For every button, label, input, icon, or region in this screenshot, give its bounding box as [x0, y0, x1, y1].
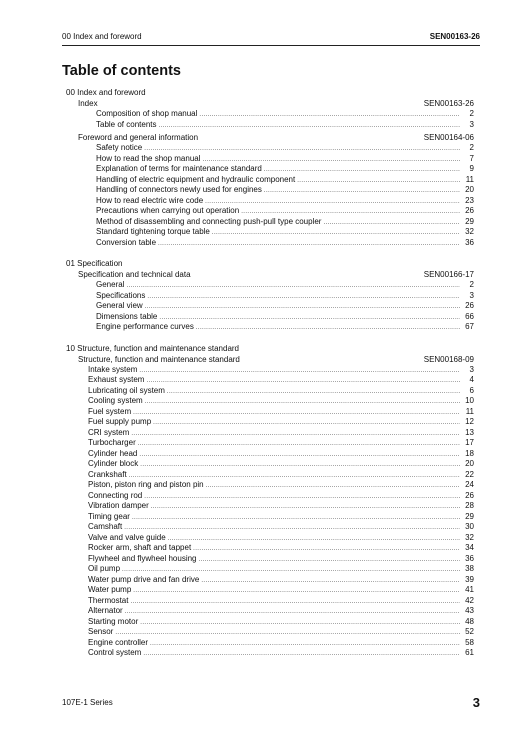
dot-leader	[153, 418, 460, 429]
dot-leader	[297, 176, 460, 187]
toc-entry-title: Composition of shop manual	[96, 109, 198, 118]
toc-entry-title: Cooling system	[88, 396, 143, 405]
toc-group-row	[78, 98, 474, 109]
toc-entry-page: 32	[465, 532, 474, 542]
toc-entry[interactable]	[66, 575, 474, 586]
toc-group-row	[78, 132, 474, 143]
toc-group-row	[78, 269, 474, 280]
toc-entry-title: How to read electric wire code	[96, 195, 204, 205]
toc-entry-title: Explanation of terms for maintenance standard	[96, 164, 262, 173]
toc-entry[interactable]	[66, 596, 474, 607]
page-number: 3	[472, 695, 480, 710]
toc-entry-page: 29	[465, 511, 474, 521]
page-header	[62, 31, 480, 46]
toc-entry-title: Crankshaft	[88, 469, 127, 479]
dot-leader	[205, 197, 460, 208]
toc-entry[interactable]	[66, 459, 474, 470]
toc-entry-page: 30	[465, 522, 474, 531]
toc-entry-page: 11	[465, 174, 474, 184]
toc-entry-page: 12	[465, 417, 474, 426]
dot-leader	[124, 523, 460, 534]
toc-entry-page: 39	[465, 574, 474, 584]
toc-entry-page: 26	[465, 206, 474, 215]
toc-entry-title: Engine performance curves	[96, 322, 194, 331]
toc-entry[interactable]	[66, 648, 474, 659]
toc-entry[interactable]	[66, 617, 474, 628]
dot-leader	[115, 628, 460, 639]
toc-section-title: 10 Structure, function and maintenance standard	[66, 343, 239, 353]
toc-entry[interactable]	[66, 280, 474, 291]
toc-entry-page: 3	[469, 119, 474, 129]
section-spacer	[66, 248, 474, 258]
toc-entry[interactable]	[66, 627, 474, 638]
toc-entry-page: 34	[465, 543, 474, 552]
header-document-code: SEN00163-26	[429, 32, 480, 41]
toc-entry-title: Piston, piston ring and piston pin	[88, 480, 204, 489]
dot-leader	[158, 121, 460, 132]
toc-entry-page: 26	[465, 301, 474, 310]
toc-entry[interactable]	[66, 501, 474, 512]
toc-entry[interactable]	[66, 438, 474, 449]
toc-entry-title: Connecting rod	[88, 490, 143, 500]
dot-leader	[147, 292, 460, 303]
toc-entry-title: Handling of connectors newly used for engines	[96, 185, 262, 194]
dot-leader	[151, 502, 460, 513]
toc-entry[interactable]	[66, 185, 474, 196]
dot-leader	[158, 239, 460, 250]
toc-entry[interactable]	[66, 175, 474, 186]
dot-leader	[159, 313, 460, 324]
dot-leader	[150, 639, 460, 650]
toc-group-code: SEN00164-06	[423, 133, 474, 142]
dot-leader	[140, 618, 460, 629]
toc-entry[interactable]	[66, 217, 474, 228]
dot-leader	[125, 607, 460, 618]
toc-entry-page: 2	[469, 143, 474, 152]
dot-leader	[323, 218, 460, 229]
toc-entry[interactable]	[66, 407, 474, 418]
toc-entry-page: 48	[465, 616, 474, 626]
toc-entry-title: Safety notice	[96, 143, 143, 152]
page-footer	[62, 695, 480, 711]
toc-entry-page: 66	[465, 311, 474, 321]
dot-leader	[143, 649, 460, 660]
toc-entry-page: 61	[465, 648, 474, 657]
dot-leader	[140, 460, 460, 471]
toc-entry-title: Turbocharger	[88, 438, 136, 447]
toc-entry-page: 36	[465, 237, 474, 247]
toc-entry-page: 11	[465, 406, 474, 416]
toc-entry-title: Standard tightening torque table	[96, 227, 210, 236]
section-spacer	[66, 333, 474, 343]
toc-entry-title: Precautions when carrying out operation	[96, 206, 240, 215]
dot-leader	[131, 429, 460, 440]
toc-entry-title: Sensor	[88, 627, 114, 636]
toc-entry[interactable]	[66, 109, 474, 120]
toc-entry-page: 38	[465, 564, 474, 573]
toc-entry-title: Timing gear	[88, 511, 130, 521]
toc-entry[interactable]	[66, 196, 474, 207]
toc-group-name: Index	[78, 99, 98, 108]
toc-entry[interactable]	[66, 291, 474, 302]
toc-entry-title: Conversion table	[96, 237, 157, 247]
dot-leader	[139, 450, 460, 461]
dot-leader	[130, 597, 460, 608]
toc-entry-page: 41	[465, 585, 474, 594]
toc-entry-title: Handling of electric equipment and hydraulic component	[96, 174, 296, 184]
toc-entry-title: CRI system	[88, 427, 130, 437]
toc-entry-page: 22	[465, 469, 474, 479]
toc-entry-page: 67	[465, 322, 474, 331]
toc-entry[interactable]	[66, 206, 474, 217]
dot-leader	[264, 186, 460, 197]
dot-leader	[206, 481, 460, 492]
toc-entry-page: 26	[465, 490, 474, 500]
toc-entry-title: Table of contents	[96, 119, 157, 129]
toc-entry-title: Specifications	[96, 290, 146, 300]
toc-entry[interactable]	[66, 154, 474, 165]
header-section-title: 00 Index and foreword	[62, 32, 142, 41]
toc-entry-page: 24	[465, 480, 474, 489]
dot-leader	[126, 281, 460, 292]
toc-entry[interactable]	[66, 301, 474, 312]
toc-entry[interactable]	[66, 449, 474, 460]
toc-entry-page: 3	[469, 290, 474, 300]
dot-leader	[133, 586, 460, 597]
toc-entry[interactable]	[66, 417, 474, 428]
dot-leader	[145, 302, 460, 313]
toc-entry-page: 23	[465, 195, 474, 205]
dot-leader	[139, 366, 460, 377]
toc-entry[interactable]	[66, 386, 474, 397]
toc-entry-title: Vibration damper	[88, 501, 149, 510]
toc-entry[interactable]	[66, 512, 474, 523]
toc-entry-page: 36	[465, 553, 474, 563]
dot-leader	[167, 387, 460, 398]
toc-entry-title: Starting motor	[88, 616, 139, 626]
toc-group-code: SEN00163-26	[423, 99, 474, 108]
toc-entry-page: 13	[465, 427, 474, 437]
toc-entry-title: Water pump drive and fan drive	[88, 574, 200, 584]
table-of-contents	[66, 87, 474, 659]
dot-leader	[132, 513, 460, 524]
toc-entry-page: 10	[465, 396, 474, 405]
toc-section-title: 00 Index and foreword	[66, 88, 146, 97]
toc-entry-page: 2	[469, 280, 474, 289]
toc-entry[interactable]	[66, 143, 474, 154]
toc-entry[interactable]	[66, 120, 474, 131]
toc-entry[interactable]	[66, 554, 474, 565]
toc-entry-title: Fuel system	[88, 406, 132, 416]
toc-entry-title: Method of disassembling and connecting push-pull type coupler	[96, 216, 322, 226]
toc-entry[interactable]	[66, 585, 474, 596]
toc-entry-page: 28	[465, 501, 474, 510]
toc-entry-title: Rocker arm, shaft and tappet	[88, 543, 192, 552]
toc-entry[interactable]	[66, 470, 474, 481]
toc-entry-title: Lubricating oil system	[88, 385, 165, 395]
toc-entry-page: 18	[465, 448, 474, 458]
toc-entry-title: Dimensions table	[96, 311, 158, 321]
toc-entry-page: 43	[465, 606, 474, 615]
toc-entry[interactable]	[66, 522, 474, 533]
toc-entry[interactable]	[66, 606, 474, 617]
dot-leader	[145, 397, 460, 408]
toc-entry-title: Fuel supply pump	[88, 417, 152, 426]
toc-entry[interactable]	[66, 638, 474, 649]
toc-group-name: Structure, function and maintenance standard	[78, 354, 240, 364]
toc-entry-page: 58	[465, 637, 474, 647]
toc-entry-page: 17	[465, 438, 474, 447]
toc-entry-title: Control system	[88, 648, 142, 657]
toc-entry-page: 2	[469, 109, 474, 118]
toc-entry-title: Water pump	[88, 585, 132, 594]
toc-entry-title: Flywheel and flywheel housing	[88, 553, 197, 563]
toc-entry[interactable]	[66, 322, 474, 333]
toc-entry[interactable]	[66, 428, 474, 439]
dot-leader	[144, 492, 460, 503]
toc-entry[interactable]	[66, 533, 474, 544]
toc-entry-page: 20	[465, 459, 474, 468]
dot-leader	[146, 376, 460, 387]
toc-group-code: SEN00166-17	[423, 270, 474, 279]
toc-entry[interactable]	[66, 480, 474, 491]
toc-entry-page: 3	[469, 364, 474, 374]
toc-entry[interactable]	[66, 375, 474, 386]
toc-entry-title: Alternator	[88, 606, 123, 615]
toc-entry[interactable]	[66, 564, 474, 575]
dot-leader	[196, 323, 460, 334]
toc-entry-title: General	[96, 280, 125, 289]
toc-entry-title: Exhaust system	[88, 375, 145, 384]
toc-entry[interactable]	[66, 491, 474, 502]
toc-entry-title: General view	[96, 301, 143, 310]
toc-entry-title: Valve and valve guide	[88, 532, 166, 542]
dot-leader	[212, 228, 460, 239]
toc-entry-title: How to read the shop manual	[96, 153, 201, 163]
dot-leader	[193, 544, 460, 555]
dot-leader	[199, 555, 460, 566]
toc-entry[interactable]	[66, 227, 474, 238]
toc-entry-title: Thermostat	[88, 595, 129, 605]
toc-entry-page: 20	[465, 185, 474, 194]
toc-entry[interactable]	[66, 365, 474, 376]
dot-leader	[168, 534, 460, 545]
toc-entry-page: 29	[465, 216, 474, 226]
dot-leader	[201, 576, 460, 587]
dot-leader	[199, 110, 460, 121]
toc-group-name: Specification and technical data	[78, 270, 191, 279]
toc-entry-title: Cylinder block	[88, 459, 139, 468]
toc-entry-title: Intake system	[88, 364, 138, 374]
toc-entry-title: Engine controller	[88, 637, 149, 647]
toc-entry-page: 32	[465, 227, 474, 236]
toc-entry-page: 4	[469, 375, 474, 384]
toc-entry[interactable]	[66, 238, 474, 249]
toc-entry[interactable]	[66, 312, 474, 323]
dot-leader	[133, 408, 460, 419]
toc-group-name: Foreword and general information	[78, 133, 199, 142]
toc-entry-page: 7	[469, 153, 474, 163]
toc-entry-page: 6	[469, 385, 474, 395]
toc-entry-title: Camshaft	[88, 522, 123, 531]
toc-entry-title: Oil pump	[88, 564, 121, 573]
dot-leader	[138, 439, 460, 450]
toc-entry-title: Cylinder head	[88, 448, 138, 458]
toc-entry-page: 9	[469, 164, 474, 173]
footer-series: 107E-1 Series	[62, 698, 113, 707]
toc-entry[interactable]	[66, 543, 474, 554]
toc-entry-page: 52	[465, 627, 474, 636]
toc-entry[interactable]	[66, 396, 474, 407]
page-title: Table of contents	[62, 63, 181, 79]
toc-entry[interactable]	[66, 164, 474, 175]
toc-entry-page: 42	[465, 595, 474, 605]
toc-section-title: 01 Specification	[66, 259, 123, 268]
toc-group-row	[78, 354, 474, 365]
toc-group-code: SEN00168-09	[423, 354, 474, 364]
